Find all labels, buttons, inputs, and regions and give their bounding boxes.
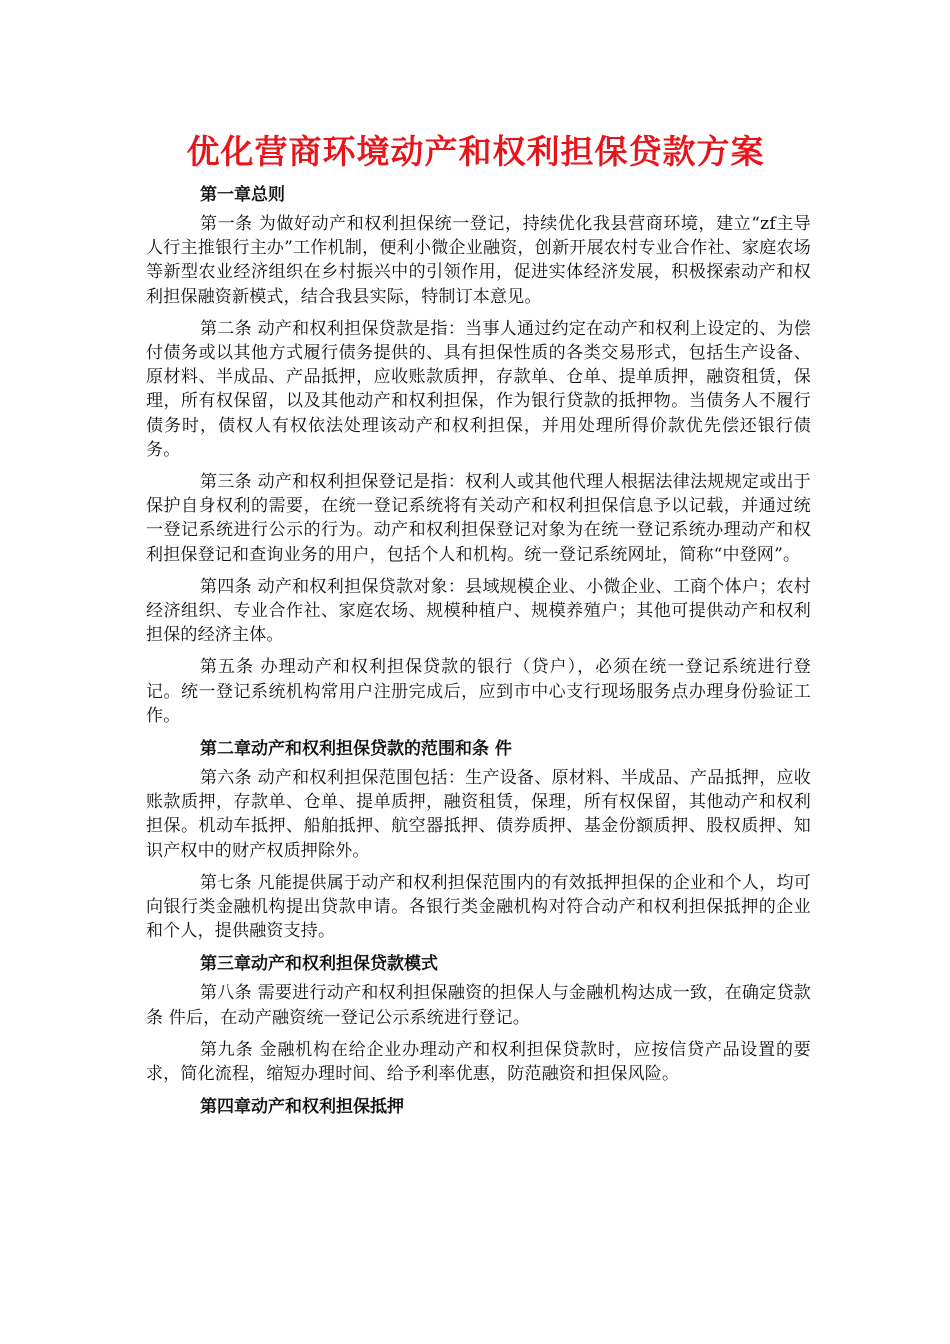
chapter-heading: 第三章动产和权利担保贷款模式 [200, 954, 438, 975]
article-paragraph: 第七条 凡能提供属于动产和权利担保范围内的有效抵押担保的企业和个人，均可向银行类金融机构提出贷款申请。各银行类金融机构对符合动产和权利担保抵押的企业和个人，提供融资支持。 [146, 872, 811, 942]
chapter-heading: 第四章动产和权利担保抵押 [200, 1097, 404, 1118]
document-title: 优化营商环境动产和权利担保贷款方案 [186, 132, 765, 171]
article-paragraph: 第九条 金融机构在给企业办理动产和权利担保贷款时，应按信贷产品设置的要求，简化流程，缩短办理时间、给予利率优惠，防范融资和担保风险。 [146, 1039, 811, 1085]
chapter-heading: 第二章动产和权利担保贷款的范围和条 件 [200, 739, 512, 760]
article-paragraph: 第八条 需要进行动产和权利担保融资的担保人与金融机构达成一致，在确定贷款条 件后，在动产融资统一登记公示系统进行登记。 [146, 983, 811, 1028]
article-paragraph: 第四条 动产和权利担保贷款对象：县域规模企业、小微企业、工商个体户；农村经济组织、专业合作社、家庭农场、规模种植户、规模养殖户；其他可提供动产和权利担保的经济主体。 [146, 576, 811, 646]
article-paragraph: 第二条 动产和权利担保贷款是指：当事人通过约定在动产和权利上设定的、为偿付债务或以其他方式履行债务提供的、具有担保性质的各类交易形式，包括生产设备、原材料、半成品、产品抵押，应收账款质押，存款单、仓单、提单质押，融资租赁，保理，所有权保留，以及其他动产和权利担保，作为银行贷款的抵押物。当债务人不履行债务时，债权人有权依法处理该动产和权利担保，并用处理所得价款优先偿还银行债务。 [146, 318, 811, 460]
document-page [146, 130, 811, 1124]
article-paragraph: 第三条 动产和权利担保登记是指：权利人或其他代理人根据法律法规规定或出于保护自身权利的需要，在统一登记系统将有关动产和权利担保信息予以记载，并通过统一登记系统进行公示的行为。动产和权利担保登记对象为在统一登记系统办理动产和权利担保登记和查询业务的用户，包括个人和机构。统一登记系统网址，简称“中登网”。 [146, 472, 811, 565]
chapter-heading: 第一章总则 [200, 185, 285, 205]
article-paragraph: 第五条 办理动产和权利担保贷款的银行（贷户），必须在统一登记系统进行登记。统一登记系统机构常用户注册完成后，应到市中心支行现场服务点办理身份验证工作。 [146, 657, 811, 726]
article-paragraph: 第一条 为做好动产和权利担保统一登记，持续优化我县营商环境，建立“zf主导人行主推银行主办”工作机制，便利小微企业融资，创新开展农村专业合作社、家庭农场等新型农业经济组织在乡村振兴中的引领作用，促进实体经济发展，积极探索动产和权利担保融资新模式，结合我县实际，特制订本意见。 [146, 214, 811, 307]
article-paragraph: 第六条 动产和权利担保范围包括：生产设备、原材料、半成品、产品抵押，应收账款质押，存款单、仓单、提单质押，融资租赁，保理，所有权保留，其他动产和权利担保。机动车抵押、船舶抵押、航空器抵押、债券质押、基金份额质押、股权质押、知识产权中的财产权质押除外。 [146, 768, 811, 861]
